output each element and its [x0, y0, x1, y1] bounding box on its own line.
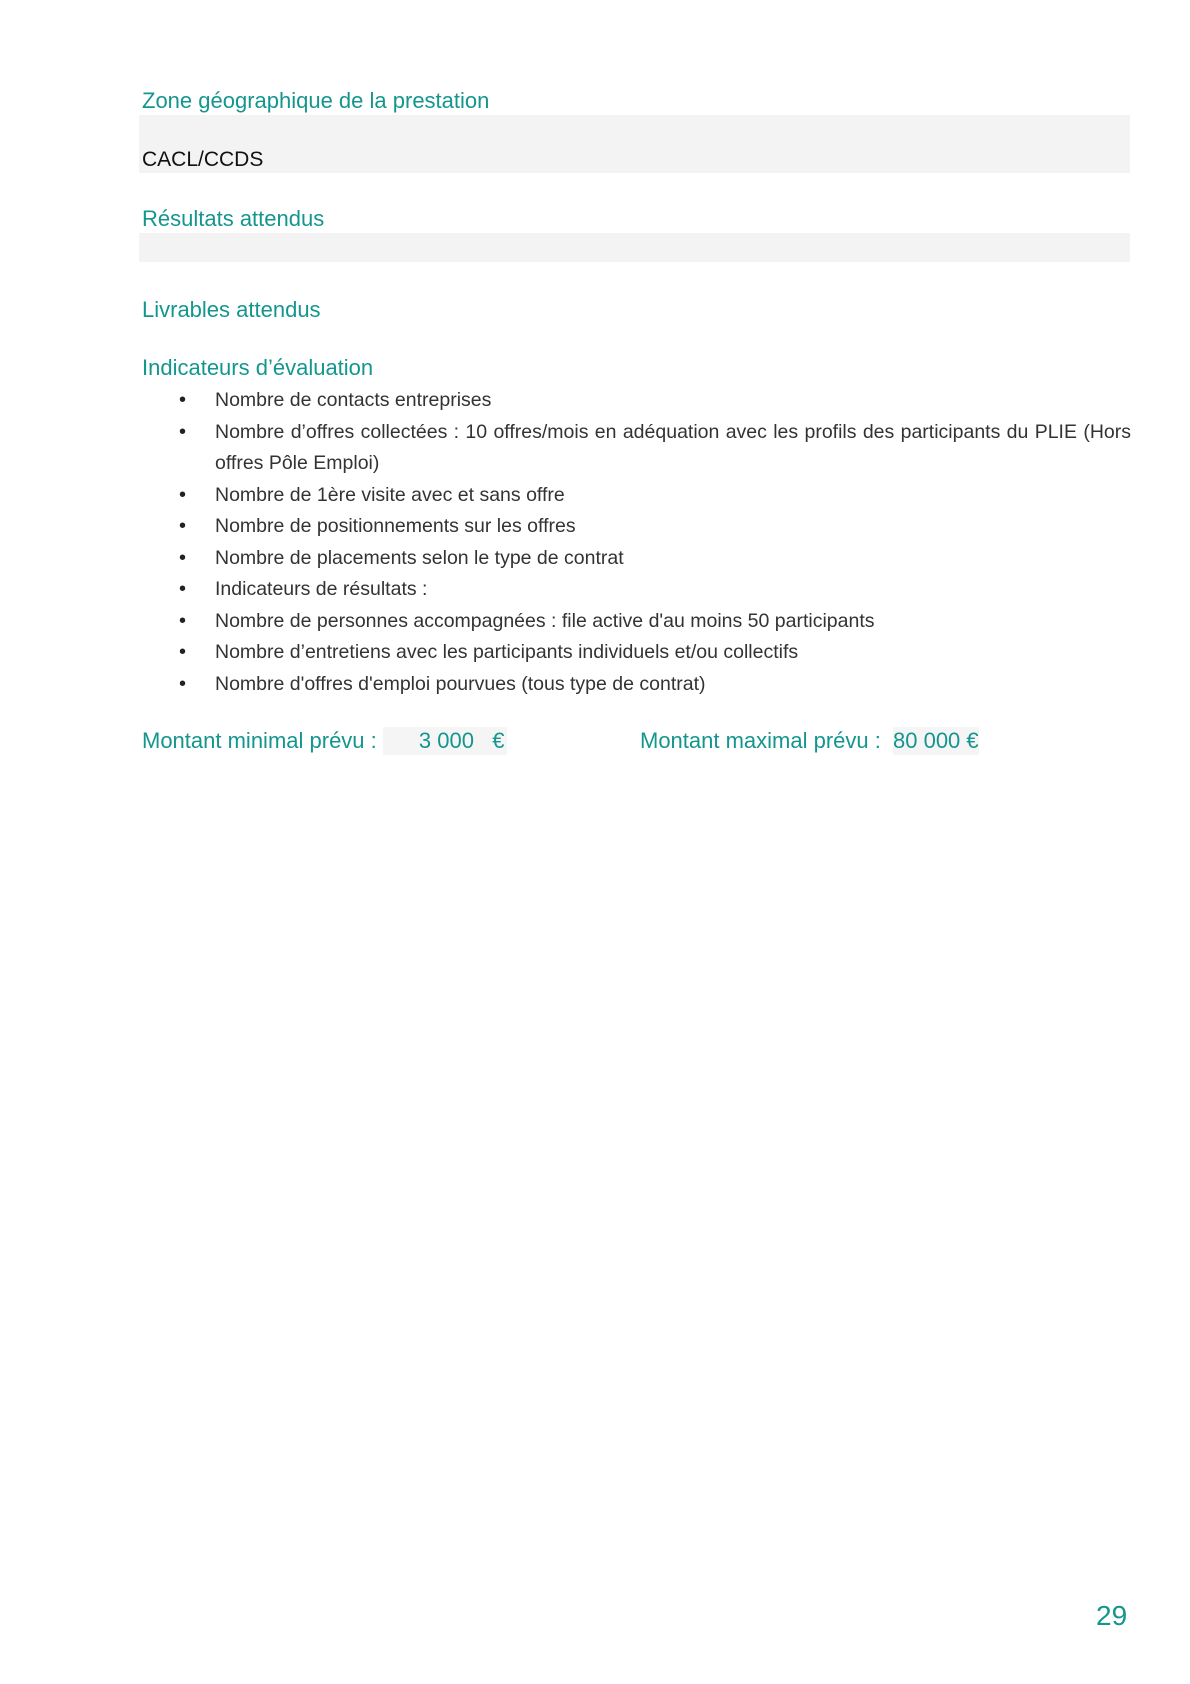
list-item-text: Nombre d’entretiens avec les participants individuels et/ou collectifs	[215, 641, 799, 663]
list-item	[142, 669, 1131, 701]
montant-maximal-currency: €	[966, 728, 979, 753]
bullet-icon: •	[179, 641, 187, 663]
montant-maximal-label: Montant maximal prévu :	[640, 728, 881, 753]
list-item	[142, 480, 1131, 512]
list-item	[142, 574, 1131, 606]
bullet-icon: •	[179, 672, 187, 695]
list-item	[142, 543, 1131, 575]
list-item	[142, 417, 1131, 480]
bullet-icon: •	[179, 546, 187, 569]
list-item-text: Nombre de positionnements sur les offres	[215, 515, 576, 537]
montant-maximal-value: 80 000	[893, 728, 961, 753]
resultats-field	[139, 233, 1130, 262]
indicateurs-list	[142, 385, 1131, 700]
montant-minimal-currency: €	[492, 728, 505, 753]
bullet-icon: •	[179, 515, 187, 537]
list-item-text: Nombre de placements selon le type de contrat	[215, 546, 624, 569]
bullet-icon: •	[179, 420, 187, 443]
section-title-livrables: Livrables attendus	[142, 297, 321, 322]
section-title-zone: Zone géographique de la prestation	[142, 88, 490, 113]
zone-field-background	[139, 115, 1130, 173]
montant-minimal-label: Montant minimal prévu :	[142, 728, 377, 753]
section-title-resultats: Résultats attendus	[142, 206, 325, 231]
zone-field-value: CACL/CCDS	[142, 148, 264, 171]
bullet-icon: •	[179, 578, 187, 600]
list-item-text: Nombre d'offres d'emploi pourvues (tous type de contrat)	[215, 672, 706, 695]
bullet-icon: •	[179, 483, 187, 506]
bullet-icon: •	[179, 389, 187, 411]
list-item	[142, 385, 1131, 417]
list-item-text: Nombre de 1ère visite avec et sans offre	[215, 483, 565, 506]
page-number: 29	[1096, 1600, 1128, 1631]
montant-minimal-value: 3 000	[418, 728, 474, 753]
list-item	[142, 606, 1131, 638]
montant-maximal-field	[893, 727, 979, 755]
section-title-indicateurs: Indicateurs d’évaluation	[142, 355, 374, 380]
list-item-text: Indicateurs de résultats :	[215, 578, 428, 600]
montant-minimal-field	[383, 727, 507, 755]
montant-minimal	[142, 727, 507, 755]
list-item-text: Nombre de personnes accompagnées : file active d'au moins 50 participants	[215, 609, 875, 632]
list-item-text: Nombre d’offres collectées : 10 offres/mois en adéquation avec les profils des participants du PLIE (Hors offres Pôle Emploi)	[215, 420, 1131, 474]
bullet-icon: •	[179, 609, 187, 632]
list-item	[142, 637, 1131, 669]
montant-maximal	[640, 727, 979, 755]
list-item	[142, 511, 1131, 543]
list-item-text: Nombre de contacts entreprises	[215, 389, 492, 411]
